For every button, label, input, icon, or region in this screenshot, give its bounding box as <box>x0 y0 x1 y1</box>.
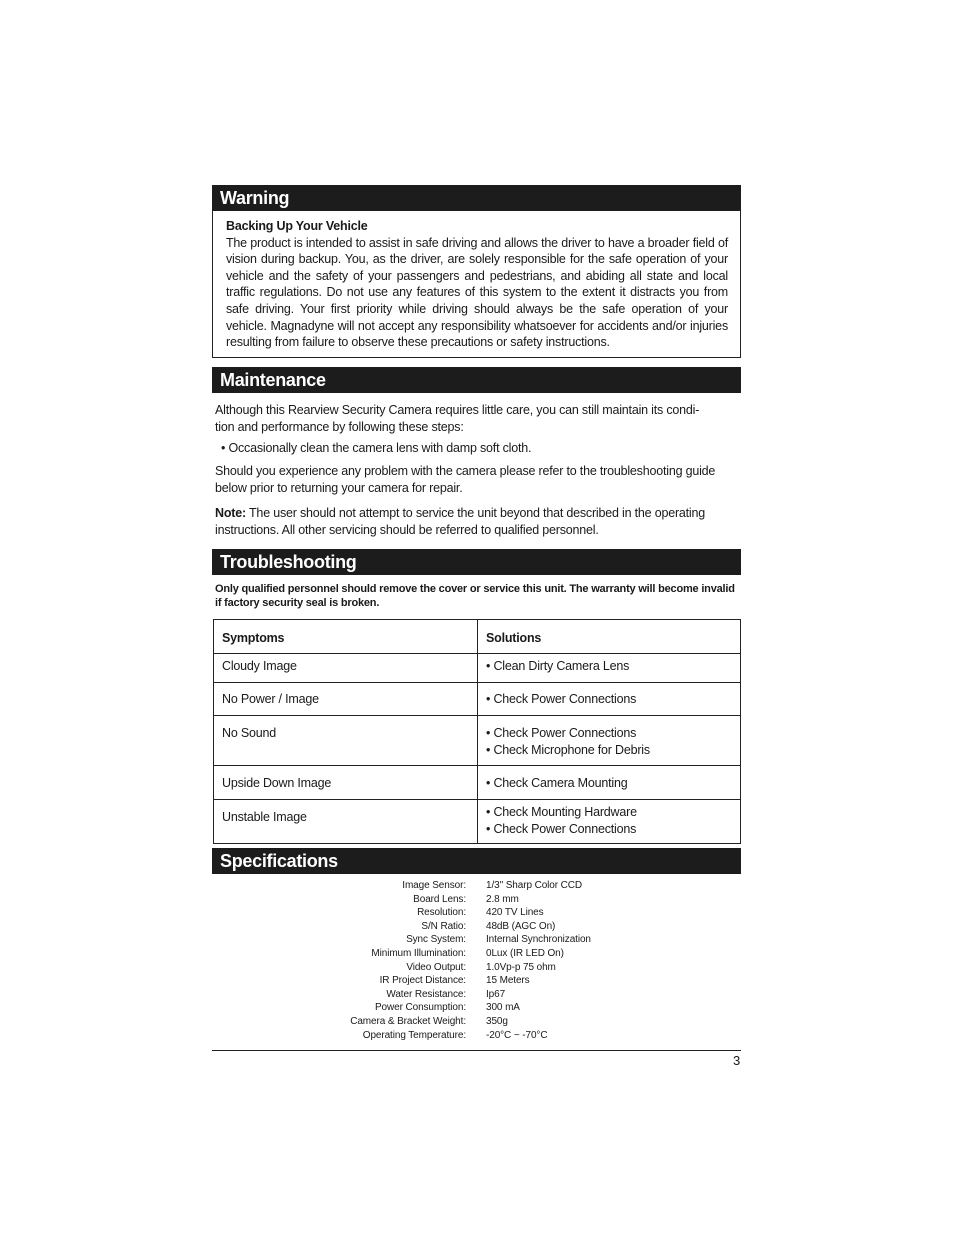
spec-row <box>0 933 954 947</box>
spec-row <box>0 947 954 961</box>
symptom-cell <box>214 716 478 766</box>
maintenance-problem-line: below prior to returning your camera for repair. <box>215 480 463 495</box>
symptom-cell <box>214 654 478 683</box>
spec-label: Image Sensor: <box>402 880 466 891</box>
spec-value: 1/3" Sharp Color CCD <box>486 880 583 891</box>
table-row <box>214 766 741 800</box>
spec-label: Camera & Bracket Weight: <box>350 1015 466 1027</box>
maintenance-intro-line: Although this Rearview Security Camera requires little care, you can still maintain its condi- <box>215 403 700 417</box>
spec-value: 15 Meters <box>486 975 530 987</box>
notice-line: if factory security seal is broken. <box>215 597 380 609</box>
warning-subtitle: Backing Up Your Vehicle <box>226 219 368 233</box>
spec-value: 350g <box>486 1015 508 1027</box>
spec-row <box>0 879 954 893</box>
symptoms-header: Symptoms <box>214 620 478 654</box>
spec-value: Ip67 <box>486 988 506 1000</box>
spec-label: IR Project Distance: <box>379 975 466 987</box>
maintenance-intro <box>215 402 735 436</box>
maintenance-bullet: • Occasionally clean the camera lens with damp soft cloth. <box>221 441 532 455</box>
note-text: The user should not attempt to service the unit beyond that described in the operating <box>245 506 706 520</box>
symptom-text: Cloudy Image <box>222 659 297 673</box>
solution-text: • Check Power Connections <box>486 692 637 706</box>
solution-cell <box>478 716 741 766</box>
spec-label: Minimum Illumination: <box>371 947 466 959</box>
spec-value: -20°C ~ -70°C <box>486 1029 548 1041</box>
spec-label: Operating Temperature: <box>362 1029 466 1041</box>
solution-text: • Check Power Connections <box>486 822 637 836</box>
troubleshooting-notice <box>215 582 741 610</box>
spec-row <box>0 906 954 920</box>
spec-label: Resolution: <box>417 907 466 919</box>
spec-value: 1.0Vp-p 75 ohm <box>486 961 556 973</box>
spec-label: Sync System: <box>406 934 466 946</box>
spec-row <box>0 1015 954 1029</box>
page-number: 3 <box>733 1053 741 1068</box>
spec-row <box>0 988 954 1002</box>
spec-value: 0Lux (IR LED On) <box>486 947 564 959</box>
solution-text: • Clean Dirty Camera Lens <box>486 659 630 673</box>
spec-row <box>0 1001 954 1015</box>
spec-value: 48dB (AGC On) <box>486 920 556 932</box>
spec-label: Power Consumption: <box>374 1002 466 1014</box>
symptom-text: No Sound <box>222 726 276 740</box>
specifications-heading: Specifications <box>212 848 741 874</box>
spec-row <box>0 893 954 907</box>
table-row <box>214 654 741 683</box>
footer-divider <box>212 1050 741 1051</box>
solution-text: • Check Microphone for Debris <box>486 743 650 757</box>
symptom-cell <box>214 766 478 800</box>
maintenance-problem <box>215 463 735 497</box>
spec-row <box>0 961 954 975</box>
symptom-cell <box>214 800 478 844</box>
symptom-cell <box>214 683 478 716</box>
symptom-text: Upside Down Image <box>222 776 332 790</box>
solution-cell <box>478 766 741 800</box>
note-text-line2: instructions. All other servicing should be referred to qualified personnel. <box>215 522 599 537</box>
spec-label: S/N Ratio: <box>421 920 466 932</box>
symptom-text: Unstable Image <box>222 810 307 824</box>
maintenance-intro-line: tion and performance by following these steps: <box>215 419 464 434</box>
maintenance-heading: Maintenance <box>212 367 741 393</box>
spec-value: 300 mA <box>486 1002 520 1014</box>
solution-text: • Check Camera Mounting <box>486 776 628 790</box>
spec-row <box>0 1029 954 1043</box>
maintenance-problem-line: Should you experience any problem with the camera please refer to the troubleshooting guide <box>215 464 716 478</box>
table-row <box>214 800 741 844</box>
note-label: Note: <box>215 506 246 520</box>
solution-cell <box>478 800 741 844</box>
notice-line: Only qualified personnel should remove the cover or service this unit. The warranty will become invalid <box>215 583 735 595</box>
symptom-text: No Power / Image <box>222 692 319 706</box>
spec-label: Water Resistance: <box>386 988 466 1000</box>
spec-value: 2.8 mm <box>486 893 519 905</box>
solution-cell <box>478 683 741 716</box>
maintenance-note <box>215 505 735 539</box>
spec-label: Video Output: <box>406 961 466 973</box>
solution-cell <box>478 654 741 683</box>
solutions-header: Solutions <box>478 620 741 654</box>
spec-label: Board Lens: <box>413 893 466 905</box>
specifications-list <box>0 879 954 1042</box>
spec-row <box>0 974 954 988</box>
table-row <box>214 716 741 766</box>
solution-text: • Check Mounting Hardware <box>486 805 637 819</box>
troubleshooting-table <box>213 619 741 844</box>
spec-value: 420 TV Lines <box>486 907 544 919</box>
solution-text: • Check Power Connections <box>486 726 637 740</box>
warning-box <box>212 210 741 358</box>
troubleshooting-heading: Troubleshooting <box>212 549 741 575</box>
warning-heading: Warning <box>212 185 741 211</box>
spec-row <box>0 920 954 934</box>
spec-value: Internal Synchronization <box>486 934 591 946</box>
table-row <box>214 683 741 716</box>
warning-body: The product is intended to assist in safe driving and allows the driver to have a broader field of vision during backup. You, as the driver, are solely responsible for the safe operation of your vehicle and the safety of your passengers and pedestrians, and abiding all state and local traffic regulations. Do not use any features of this system to the extent it distracts you from safe driving. Your first priority while driving should always be the safe operation of your vehicle. Magnadyne will not accept any responsibility whatsoever for accidents and/or injuries resulting from failure to observe these precautions or safety instructions. <box>226 235 728 350</box>
